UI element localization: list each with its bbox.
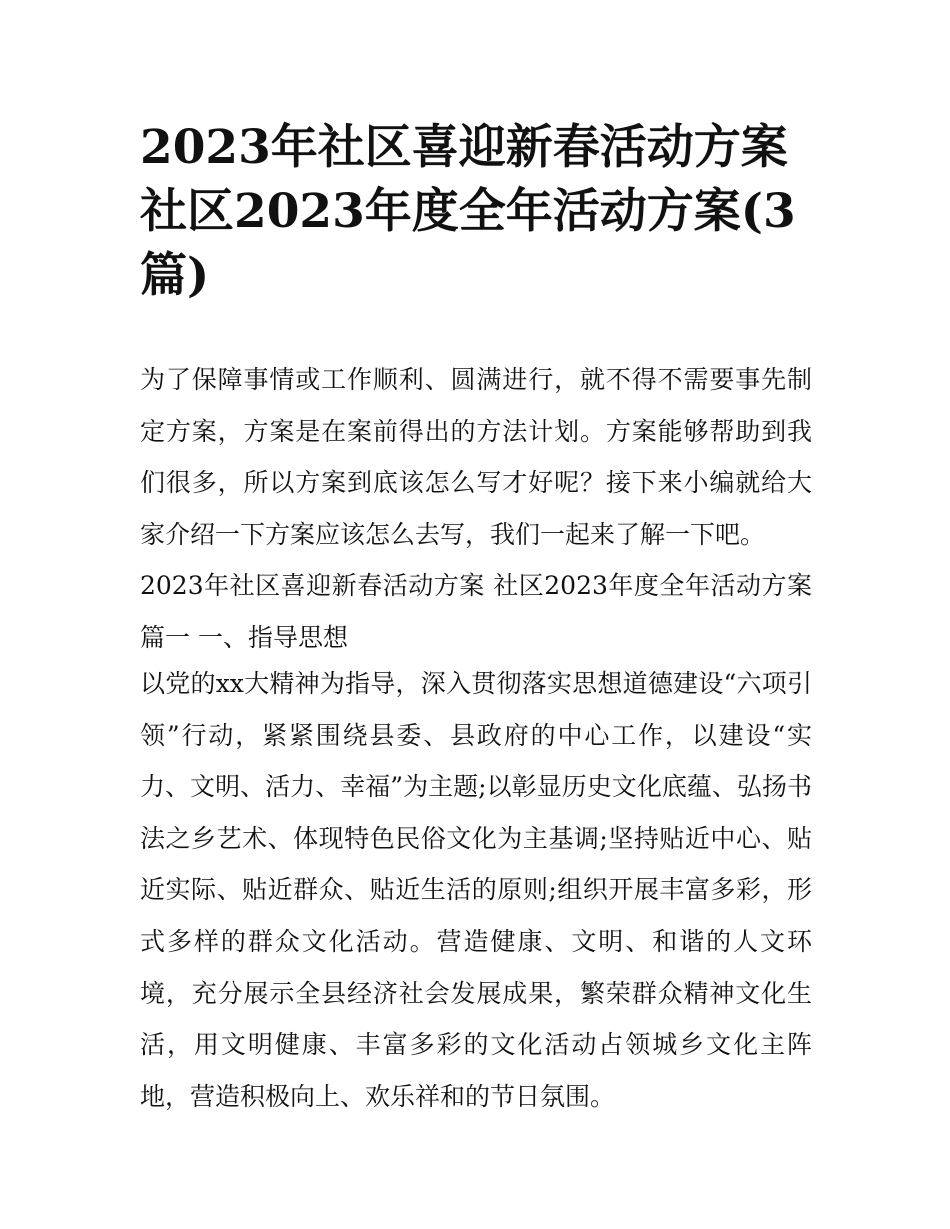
intro-paragraph: 为了保障事情或工作顺利、圆满进行，就不得不需要事先制定方案，方案是在案前得出的方法计划。方案能够帮助到我们很多，所以方案到底该怎么写才好呢？接下来小编就给大家介绍一下方案应该怎么去写，我们一起来了解一下吧。 bbox=[140, 365, 812, 549]
document-title: 2023年社区喜迎新春活动方案 社区2023年度全年活动方案(3篇) bbox=[140, 120, 796, 303]
guiding-ideology-paragraph: 以党的xx大精神为指导，深入贯彻落实思想道德建设“六项引领”行动，紧紧围绕县委、县政府的中心工作，以建设“实力、文明、活力、幸福”为主题;以彰显历史文化底蕴、弘扬书法之乡艺术、体现特色民俗文化为主基调;坚持贴近中心、贴近实际、贴近群众、贴近生活的原则;组织开展丰富多彩，形式多样的群众文化活动。营造健康、文明、和谐的人文环境，充分展示全县经济社会发展成果，繁荣群众精神文化生活，用文明健康、丰富多彩的文化活动占领城乡文化主阵地，营造积极向上、欢乐祥和的节日氛围。 bbox=[140, 669, 812, 1111]
section-heading: 2023年社区喜迎新春活动方案 社区2023年度全年活动方案篇一 一、指导思想 bbox=[140, 571, 812, 652]
